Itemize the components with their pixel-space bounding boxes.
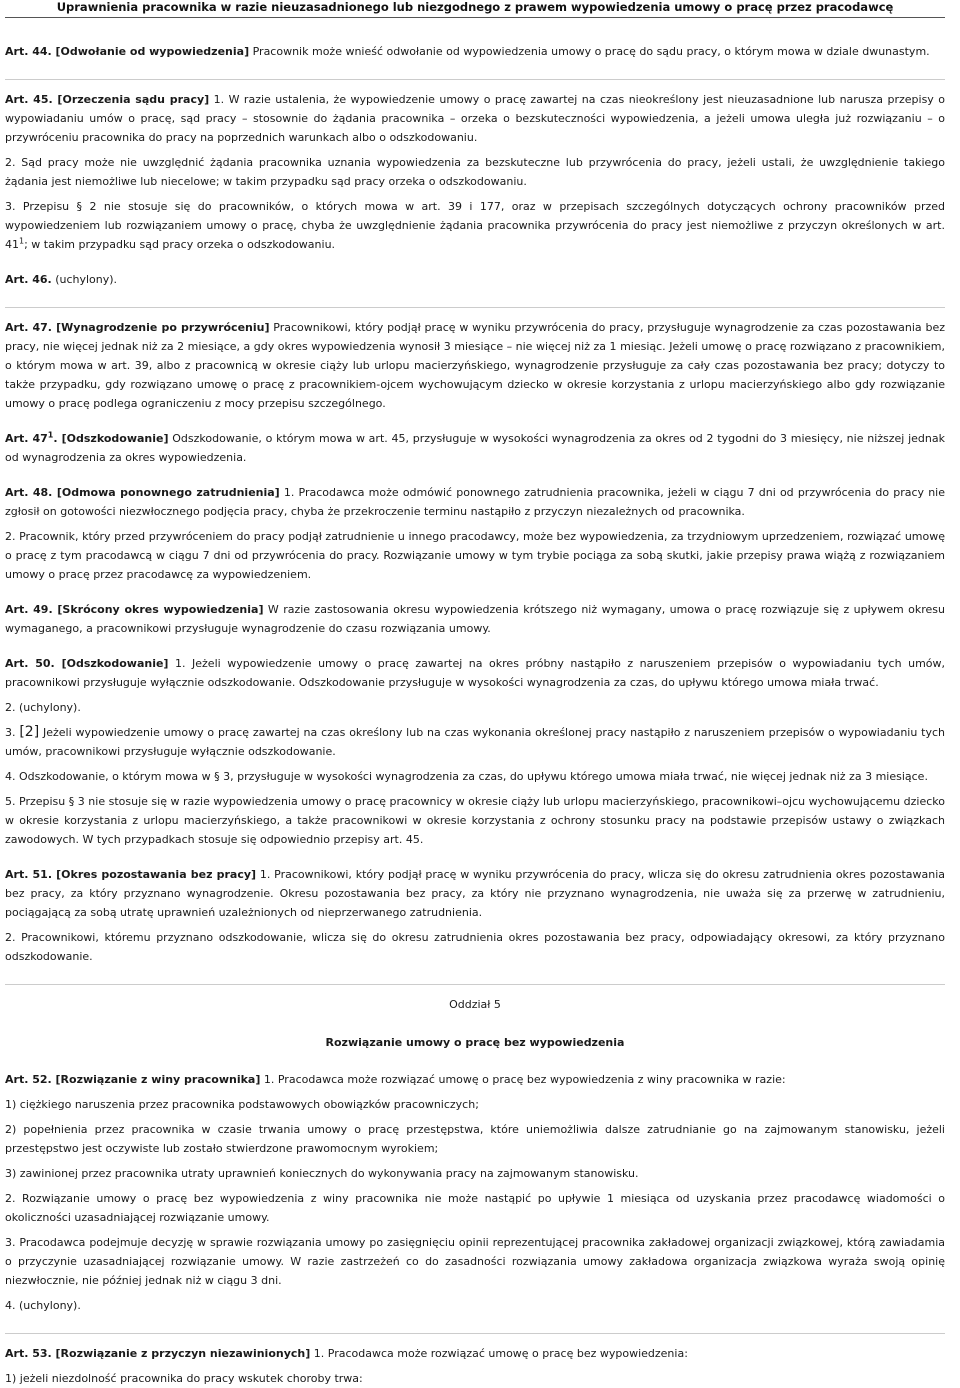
footnote-ref[interactable]: [2]	[19, 724, 40, 740]
divider	[5, 77, 945, 80]
art-44-text: Pracownik może wnieść odwołanie od wypowiedzenia umowy o pracę do sądu pracy, o którym mowa w dziale dwunastym.	[249, 45, 930, 58]
division-label: Oddział 5	[449, 998, 501, 1011]
art-45-heading: Art. 45. [Orzeczenia sądu pracy]	[5, 93, 210, 106]
art-45-p1	[5, 90, 945, 147]
art-47-1	[5, 429, 945, 467]
art-49	[5, 600, 945, 638]
art-50-p5: 5. Przepisu § 3 nie stosuje się w razie wypowiedzenia umowy o pracę pracownicy w okresie ciąży lub urlopu macierzyńskiego, pracownikowi–ojcu wychowującemu dziecko w okresie korzystania z urlopu macierzyńskiego, a także pracownikowi w okresie korzystania z ochrony stosunku pracy na podstawie przepisów ustawy o związkach zawodowych. W tych przypadkach stosuje się odpowiednio przepisy art. 45.	[5, 795, 945, 846]
art-51-heading: Art. 51. [Okres pozostawania bez pracy]	[5, 868, 257, 881]
art-48-p1-text: 1. Pracodawca może odmówić ponownego zatrudnienia pracownika, jeżeli w ciągu 7 dni od przywrócenia do pracy nie zgłosił on gotowości niezwłocznego podjęcia pracy, chyba że przekroczenie terminu nastąpiło z przyczyn niezależnych od pracownika.	[5, 486, 945, 518]
art-51-p1	[5, 865, 945, 922]
art-50-p3	[5, 723, 945, 761]
art-48-heading: Art. 48. [Odmowa ponownego zatrudnienia]	[5, 486, 280, 499]
art-44	[5, 42, 945, 61]
art-53-item-1: 1) jeżeli niezdolność pracownika do pracy wskutek choroby trwa:	[5, 1372, 363, 1385]
divider	[5, 982, 945, 985]
art-48-p2: 2. Pracownik, który przed przywróceniem do pracy podjął zatrudnienie u innego pracodawcy, może bez wypowiedzenia, za trzydniowym uprzedzeniem, rozwiązać umowę o pracę z tym pracodawcą w ciągu 7 dni od przywrócenia do pracy. Rozwiązanie umowy w tym trybie pociąga za sobą skutki, jakie przepisy prawa wiążą z rozwiązaniem umowy o pracę przez pracodawcę za wypowiedzeniem.	[5, 530, 945, 581]
art-50-p4: 4. Odszkodowanie, o którym mowa w § 3, przysługuje w wysokości wynagrodzenia za czas, do upływu którego umowa miała trwać, nie więcej jednak niż za 3 miesiące.	[5, 770, 928, 783]
art-45-p1-text: 1. W razie ustalenia, że wypowiedzenie umowy o pracę zawartej na czas nieokreślony jest nieuzasadnione lub narusza przepisy o wypowiadaniu umów o pracę, sąd pracy – stosownie do żądania pracownika – orzeka o bezskuteczności wypowiedzenia, a jeżeli umowa uległa już rozwiązaniu – o przywróceniu pracownika do pracy na poprzednich warunkach albo o odszkodowaniu.	[5, 93, 945, 144]
art-50-p3-number: 3.	[5, 726, 20, 739]
art-45-p3	[5, 197, 945, 254]
art-49-text: W razie zastosowania okresu wypowiedzenia krótszego niż wymagany, umowa o pracę rozwiązuje się z upływem okresu wymaganego, a pracownikowi przysługuje wynagrodzenie do czasu rozwiązania umowy.	[5, 603, 945, 635]
art-47-1-heading	[5, 432, 169, 445]
art-52-p2: 2. Rozwiązanie umowy o pracę bez wypowiedzenia z winy pracownika nie może nastąpić po upływie 1 miesiąca od uzyskania przez pracodawcę wiadomości o okoliczności uzasadniającej rozwiązanie umowy.	[5, 1192, 945, 1224]
art-47	[5, 318, 945, 413]
art-52-item-2: 2) popełnienia przez pracownika w czasie trwania umowy o pracę przestępstwa, które uniemożliwia dalsze zatrudnianie go na zajmowanym stanowisku, jeżeli przestępstwo jest oczywiste lub zostało stwierdzone prawomocnym wyrokiem;	[5, 1123, 945, 1155]
art-50-p3-text: Jeżeli wypowiedzenie umowy o pracę zawartej na czas określony lub na czas wykonania określonej pracy nastąpiło z naruszeniem przepisów o wypowiadaniu tych umów, pracownikowi przysługuje wyłącznie odszkodowanie.	[5, 726, 945, 758]
superscript: 1	[19, 236, 25, 246]
art-45-p3-text: 3. Przepisu § 2 nie stosuje się do pracowników, o których mowa w art. 39 i 177, oraz w przepisach szczególnych dotyczących ochrony pracowników przed wypowiedzeniem lub rozwiązaniem umowy o pracę, chyba że uwzględnienie żądania pracownika przywrócenia do pracy jest niemożliwe z przyczyn określonych w art. 41	[5, 200, 945, 251]
art-52-p4: 4. (uchylony).	[5, 1299, 81, 1312]
art-46-heading: Art. 46.	[5, 273, 52, 286]
page-header: Uprawnienia pracownika w razie nieuzasadnionego lub niezgodnego z prawem wypowiedzenia umowy o pracę przez pracodawcę	[5, 0, 945, 18]
divider	[5, 1331, 945, 1334]
art-44-heading: Art. 44. [Odwołanie od wypowiedzenia]	[5, 45, 250, 58]
art-47-text: Pracownikowi, który podjął pracę w wyniku przywrócenia do pracy, przysługuje wynagrodzenie za czas pozostawania bez pracy, nie więcej jednak niż za 2 miesiące, a gdy okres wypowiedzenia wynosił 3 miesiące – nie więcej niż za 1 miesiąc. Jeżeli umowę o pracę rozwiązano z pracownikiem, o którym mowa w art. 39, albo z pracownicą w okresie ciąży lub urlopu macierzyńskiego, wynagrodzenie przysługuje za cały czas pozostawania bez pracy; dotyczy to także przypadku, gdy rozwiązano umowę o pracę z pracownikiem-ojcem wychowującym dziecko w okresie korzystania z urlopu macierzyńskiego albo gdy rozwiązanie umowy o pracę podlega ograniczeniu z mocy przepisu szczególnego.	[5, 321, 945, 410]
art-45-p3-tail: ; w takim przypadku sąd pracy orzeka o odszkodowaniu.	[24, 238, 336, 251]
art-51-p1-text: 1. Pracownikowi, który podjął pracę w wyniku przywrócenia do pracy, wlicza się do okresu zatrudnienia okres pozostawania bez pracy, za który przyznano wynagrodzenie. Okresu pozostawania bez pracy, za który nie przyznano wynagrodzenia, nie uważa się za przerwę w zatrudnieniu, pociągającą za sobą utratę uprawnień uzależnionych od nieprzerwanego zatrudnienia.	[5, 868, 945, 919]
art-49-heading: Art. 49. [Skrócony okres wypowiedzenia]	[5, 603, 264, 616]
art-47-1-heading-a: Art. 47	[5, 432, 48, 445]
superscript: 1	[47, 430, 54, 440]
division-title: Rozwiązanie umowy o pracę bez wypowiedzenia	[325, 1036, 625, 1049]
art-45-p2: 2. Sąd pracy może nie uwzględnić żądania pracownika uznania wypowiedzenia za bezskuteczne lub przywrócenia do pracy, jeżeli ustali, że uwzględnienie takiego żądania jest niemożliwe lub niecelowe; w takim przypadku sąd pracy orzeka o odszkodowaniu.	[5, 156, 945, 188]
art-53-p1-text: 1. Pracodawca może rozwiązać umowę o pracę bez wypowiedzenia:	[310, 1347, 688, 1360]
art-52-p1	[5, 1070, 945, 1089]
art-53-heading: Art. 53. [Rozwiązanie z przyczyn niezawinionych]	[5, 1347, 311, 1360]
art-52-item-1: 1) ciężkiego naruszenia przez pracownika podstawowych obowiązków pracowniczych;	[5, 1098, 479, 1111]
art-52-item-3: 3) zawinionej przez pracownika utraty uprawnień koniecznych do wykonywania pracy na zajmowanym stanowisku.	[5, 1167, 639, 1180]
art-46-text: (uchylony).	[51, 273, 118, 286]
art-47-1-text: Odszkodowanie, o którym mowa w art. 45, przysługuje w wysokości wynagrodzenia za okres od 2 tygodni do 3 miesięcy, nie niższej jednak od wynagrodzenia za okres wypowiedzenia.	[5, 432, 946, 464]
art-52-p3: 3. Pracodawca podejmuje decyzję w sprawie rozwiązania umowy po zasięgnięciu opinii reprezentującej pracownika zakładowej organizacji związkowej, którą zawiadamia o przyczynie uzasadniającej rozwiązanie umowy. W razie zastrzeżeń co do zasadności rozwiązania umowy zakładowa organizacja związkowa wyraża swoją opinię niezwłocznie, nie później jednak niż w ciągu 3 dni.	[5, 1236, 945, 1287]
art-53-p1	[5, 1344, 945, 1363]
art-47-heading: Art. 47. [Wynagrodzenie po przywróceniu]	[5, 321, 270, 334]
art-50-heading: Art. 50. [Odszkodowanie]	[5, 657, 169, 670]
art-47-1-heading-b: . [Odszkodowanie]	[53, 432, 169, 445]
art-48-p1	[5, 483, 945, 521]
art-50-p2: 2. (uchylony).	[5, 701, 81, 714]
art-52-p1-text: 1. Pracodawca może rozwiązać umowę o pracę bez wypowiedzenia z winy pracownika w razie:	[260, 1073, 786, 1086]
art-50-p1-text: 1. Jeżeli wypowiedzenie umowy o pracę zawartej na okres próbny nastąpiło z naruszeniem przepisów o wypowiadaniu tych umów, pracownikowi przysługuje wyłącznie odszkodowanie. Odszkodowanie przysługuje w wysokości wynagrodzenia za czas, do upływu którego umowa miała trwać.	[5, 657, 946, 689]
divider	[5, 305, 945, 308]
art-52-heading: Art. 52. [Rozwiązanie z winy pracownika]	[5, 1073, 261, 1086]
art-46	[5, 270, 945, 289]
art-50-p1	[5, 654, 945, 692]
art-51-p2: 2. Pracownikowi, któremu przyznano odszkodowanie, wlicza się do okresu zatrudnienia okres pozostawania bez pracy, odpowiadający okresowi, za który przyznano odszkodowanie.	[5, 931, 945, 963]
